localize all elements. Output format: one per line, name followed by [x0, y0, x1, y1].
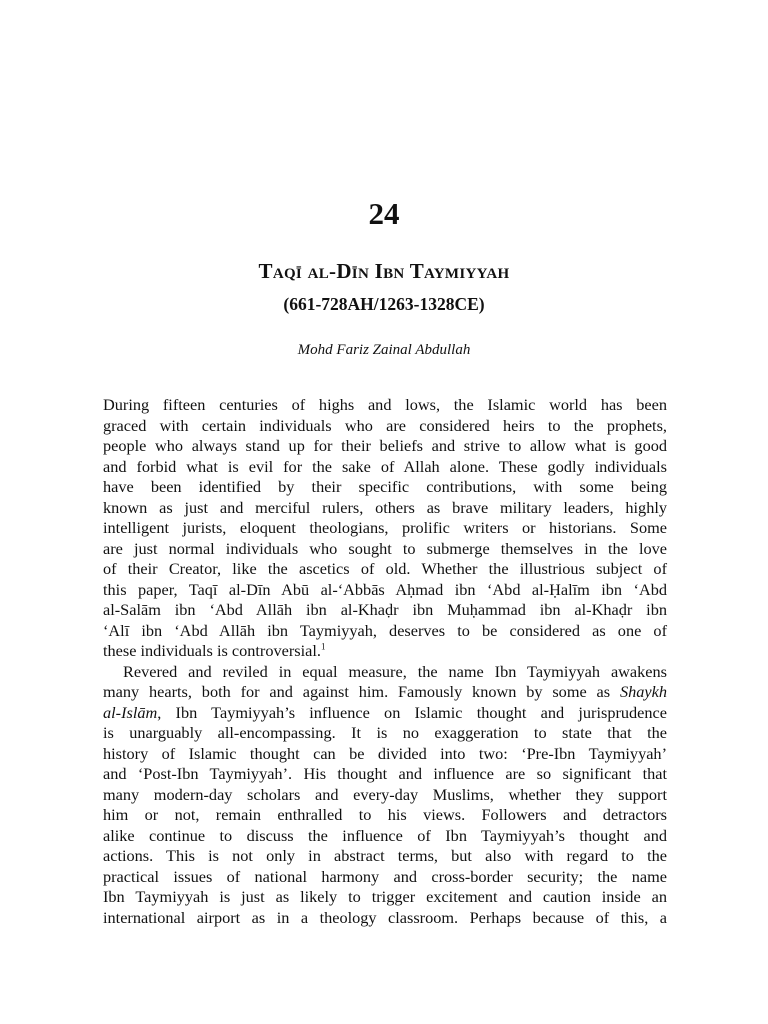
text-line: him or not, remain enthralled to his views. Followers and detractors — [103, 805, 667, 824]
text-line: intelligent jurists, eloquent theologians, prolific writers or historians. Some — [103, 518, 667, 537]
footnote-reference[interactable]: 1 — [320, 641, 326, 652]
text-line: graced with certain individuals who are considered heirs to the prophets, — [103, 415, 667, 435]
author-name: Mohd Fariz Zainal Abdullah — [297, 342, 471, 358]
paragraph-2 — [103, 662, 667, 929]
text-line: During fifteen centuries of highs and lows, the Islamic world has been — [103, 395, 667, 414]
text-line: is unarguably all-encompassing. It is no exaggeration to state that the — [103, 723, 667, 742]
chapter-number: 24 — [368, 196, 400, 231]
text-line: al-Salām ibn ‘Abd Allāh ibn al-Khaḍr ibn Muḥammad ibn al-Khaḍr ibn — [103, 600, 667, 619]
text-line: international airport as in a theology classroom. Perhaps because of this, a — [103, 907, 667, 927]
text-fragment: many hearts, both for and against him. Famously known by some as — [103, 682, 611, 701]
text-line — [103, 641, 667, 662]
body-text — [103, 395, 667, 928]
chapter-title: Taqī al-Dīn Ibn Taymiyyah — [258, 259, 510, 283]
text-line: actions. This is not only in abstract terms, but also with regard to the — [103, 846, 667, 865]
text-fragment: these individuals is controversial. — [103, 641, 321, 660]
text-line: known as just and merciful rulers, others as brave military leaders, highly — [103, 497, 667, 517]
text-line: Ibn Taymiyyah is just as likely to trigger excitement and caution inside an — [103, 887, 667, 906]
text-line — [103, 682, 667, 703]
text-line: practical issues of national harmony and cross-border security; the name — [103, 866, 667, 886]
text-line: this paper, Taqī al-Dīn Abū al-‘Abbās Aḥmad ibn ‘Abd al-Ḥalīm ibn ‘Abd — [103, 579, 667, 599]
text-line: Revered and reviled in equal measure, the name Ibn Taymiyyah awakens — [123, 661, 667, 681]
text-fragment: , Ibn Taymiyyah’s influence on Islamic thought and jurisprudence — [157, 702, 667, 722]
text-line: of their Creator, like the ascetics of old. Whether the illustrious subject of — [103, 559, 667, 578]
text-line: are just normal individuals who sought to submerge themselves in the love — [103, 538, 667, 558]
text-line — [103, 703, 667, 724]
text-line: many modern-day scholars and every-day Muslims, whether they support — [103, 784, 667, 804]
italic-term: al-Islām — [103, 702, 158, 722]
text-line: people who always stand up for their beliefs and strive to allow what is good — [103, 436, 667, 455]
italic-term: Shaykh — [619, 682, 667, 701]
text-line: alike continue to discuss the influence of Ibn Taymiyyah’s thought and — [103, 825, 667, 845]
chapter-dates: (661-728AH/1263-1328CE) — [283, 294, 485, 314]
text-line: history of Islamic thought can be divided into two: ‘Pre-Ibn Taymiyyah’ — [103, 743, 667, 763]
paragraph-1 — [103, 395, 667, 662]
text-line: and ‘Post-Ibn Taymiyyah’. His thought and influence are so significant that — [103, 764, 667, 783]
text-line: ‘Alī ibn ‘Abd Allāh ibn Taymiyyah, deserves to be considered as one of — [103, 620, 667, 640]
text-line: have been identified by their specific contributions, with some being — [103, 477, 667, 496]
text-line: and forbid what is evil for the sake of Allah alone. These godly individuals — [103, 456, 667, 476]
